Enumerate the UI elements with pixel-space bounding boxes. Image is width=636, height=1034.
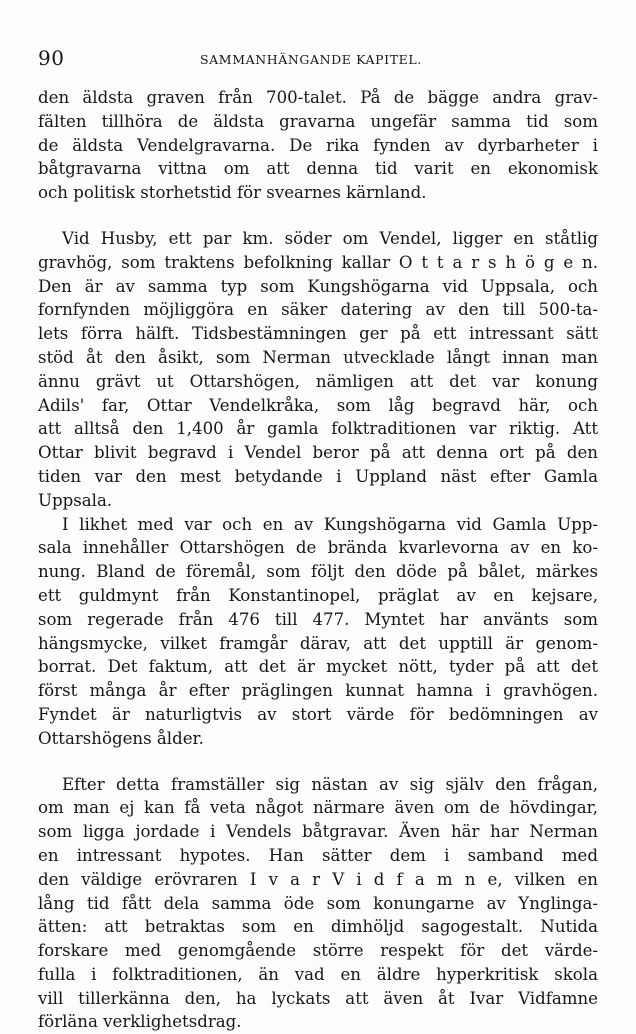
page-header	[38, 46, 598, 74]
text-line: gravhög, som traktens befolkning kallar O t t a r s h ö g e n.	[38, 252, 598, 272]
text-line: Adils' far, Ottar Vendelkråka, som låg begravd här, och	[38, 395, 598, 415]
paragraph	[38, 773, 598, 1034]
text-line: och politisk storhetstid för svearnes kärnland.	[38, 183, 427, 203]
text-line: nung. Bland de föremål, som följt den döde på bålet, märkes	[38, 562, 598, 582]
text-line: fälten tillhöra de äldsta gravarna ungefär samma tid som	[38, 111, 598, 131]
text-line: om man ej kan få veta något närmare även om de hövdingar,	[38, 798, 598, 818]
text-line: lets förra hälft. Tidsbestämningen ger på ett intressant sätt	[38, 324, 598, 344]
text-line: Ottarshögens ålder.	[38, 728, 204, 748]
text-line: tiden var den mest betydande i Uppland näst efter Gamla	[38, 466, 598, 486]
running-title: SAMMANHÄNGANDE KAPITEL.	[200, 52, 422, 67]
text-line: Den är av samma typ som Kungshögarna vid Uppsala, och	[38, 276, 598, 296]
text-line: Vid Husby, ett par km. söder om Vendel, ligger en ståtlig	[62, 228, 598, 248]
text-line: förläna verklighetsdrag.	[38, 1012, 242, 1032]
text-line: forskare med genomgående större respekt för det värde-	[38, 941, 598, 961]
text-line: stöd åt den åsikt, som Nerman utvecklade långt innan man	[38, 347, 598, 367]
text-line: Ottar blivit begravd i Vendel beror på att denna ort på den	[38, 443, 598, 463]
text-line: lång tid fått dela samma öde som konungarne av Ynglinga-	[38, 893, 598, 913]
text-line: en intressant hypotes. Han sätter dem i samband med	[38, 845, 598, 865]
text-line: Efter detta framställer sig nästan av sig själv den frågan,	[62, 774, 598, 794]
text-line: de äldsta Vendelgravarna. De rika fynden av dyrbarheter i	[38, 135, 598, 155]
text-line: borrat. Det faktum, att det är mycket nött, tyder på att det	[38, 657, 598, 677]
text-line: som ligga jordade i Vendels båtgravar. Även här har Nerman	[38, 822, 598, 842]
paragraph	[38, 513, 598, 751]
text-line: I likhet med var och en av Kungshögarna vid Gamla Upp-	[62, 514, 598, 534]
text-line: hängsmycke, vilket framgår därav, att det upptill är genom-	[38, 633, 598, 653]
text-line: Uppsala.	[38, 490, 113, 510]
paragraph	[38, 86, 598, 205]
text-line: ännu grävt ut Ottarshögen, nämligen att det var konung	[38, 371, 598, 391]
paragraph	[38, 227, 598, 513]
text-line: att alltså den 1,400 år gamla folktraditionen var riktig. Att	[38, 419, 598, 439]
text-line: ett guldmynt från Konstantinopel, präglat av en kejsare,	[38, 585, 598, 605]
text-line: båtgravarna vittna om att denna tid varit en ekonomisk	[38, 159, 598, 179]
text-line: ätten: att betraktas som en dimhöljd sagogestalt. Nutida	[38, 917, 598, 937]
text-line: fulla i folktraditionen, än vad en äldre hyperkritisk skola	[38, 964, 598, 984]
text-line: fornfynden möjliggöra en säker datering av den till 500-ta-	[38, 300, 598, 320]
text-line: sala innehåller Ottarshögen de brända kvarlevorna av en ko-	[38, 538, 598, 558]
text-line: som regerade från 476 till 477. Myntet har använts som	[38, 609, 598, 629]
page-number: 90	[38, 46, 65, 70]
text-line: den väldige erövraren I v a r V i d f a m n e, vilken en	[38, 869, 598, 889]
body-text	[38, 86, 598, 1034]
text-line: först många år efter präglingen kunnat hamna i gravhögen.	[38, 681, 598, 701]
text-line: den äldsta graven från 700-talet. På de bägge andra grav-	[38, 88, 598, 107]
text-line: Fyndet är naturligtvis av stort värde för bedömningen av	[38, 704, 598, 724]
text-line: vill tillerkänna den, ha lyckats att även åt Ivar Vidfamne	[38, 988, 598, 1008]
